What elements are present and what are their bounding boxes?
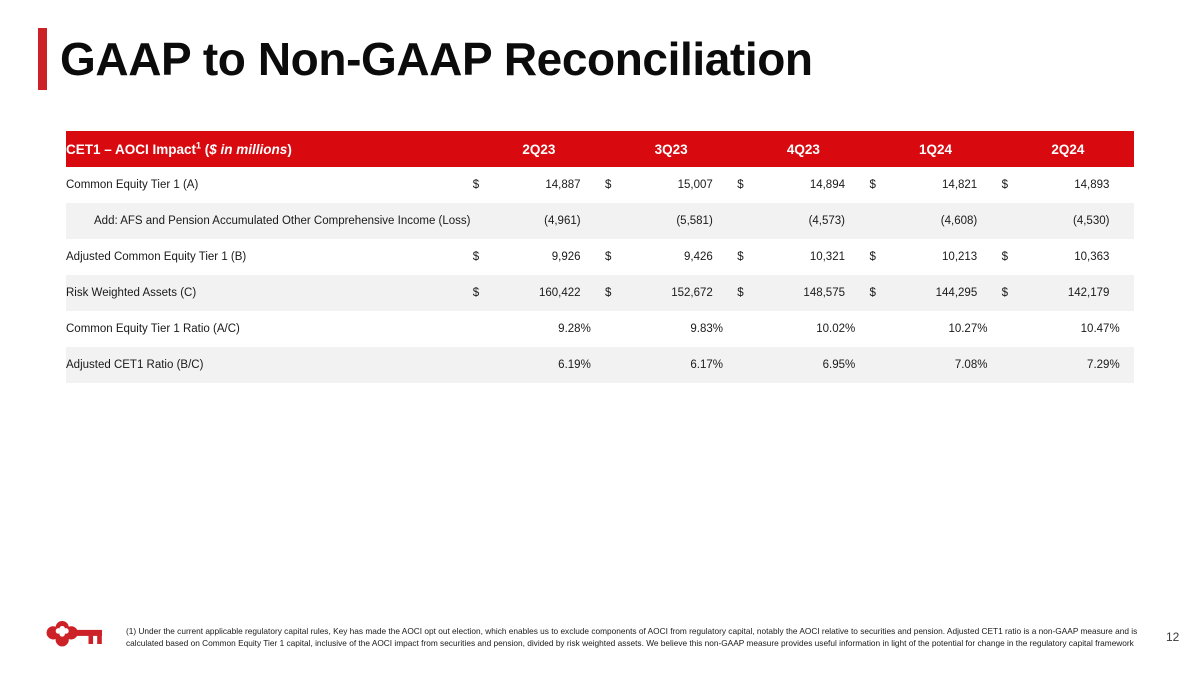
row-currency	[737, 311, 759, 347]
row-suffix	[977, 167, 1001, 203]
header-label-footnote-marker: 1	[196, 140, 202, 150]
row-value: 9.28	[558, 323, 581, 335]
row-value: 10,363	[1074, 251, 1110, 263]
row-currency: $	[869, 179, 876, 191]
row-value: (4,573)	[808, 215, 845, 227]
row-value: 6.95	[822, 359, 845, 371]
footnote-text: (1) Under the current applicable regulatory capital rules, Key has made the AOCI opt out election, which enables us to exclude components of AOCI from regulatory capital, notably the AOCI relative to securities and pension. Adjusted CET1 ratio is a non-GAAP measure and is calculated based on Common Equity Tier 1 capital, inclusive of the AOCI impact from securities and pension, divided by risk weighted assets. We believe this non-GAAP measure provides useful information in light of the potential for change in the regulatory capital framework	[126, 626, 1138, 648]
page-title: GAAP to Non-GAAP Reconciliation	[60, 33, 813, 85]
row-value: 7.08	[954, 359, 978, 371]
row-currency: $	[1001, 287, 1009, 299]
row-label: Adjusted Common Equity Tier 1 (B)	[66, 251, 247, 263]
page-number: 12	[1166, 630, 1180, 644]
row-currency: $	[869, 287, 876, 299]
row-currency	[869, 311, 891, 347]
reconciliation-table-wrap	[66, 131, 1134, 383]
row-currency	[869, 347, 891, 383]
row-value: 9.83	[690, 323, 713, 335]
row-currency: $	[737, 287, 744, 299]
row-value: (4,608)	[940, 215, 978, 227]
row-currency	[1002, 311, 1024, 347]
row-value: 7.29	[1087, 359, 1110, 371]
row-suffix	[581, 239, 605, 275]
row-label: Common Equity Tier 1 (A)	[66, 179, 199, 191]
row-label: Add: AFS and Pension Accumulated Other Comprehensive Income (Loss)	[94, 215, 471, 227]
row-currency: $	[472, 251, 480, 263]
title-accent-bar	[38, 28, 47, 90]
row-suffix	[845, 275, 869, 311]
row-currency: $	[605, 179, 612, 191]
header-label-cell	[66, 131, 473, 167]
row-value: 10,321	[809, 251, 845, 263]
row-suffix	[845, 203, 869, 239]
row-currency: $	[1001, 251, 1009, 263]
row-currency	[473, 203, 495, 239]
row-suffix	[845, 239, 869, 275]
header-paren-close: )	[287, 141, 292, 157]
row-suffix: %	[845, 359, 856, 371]
row-suffix: %	[580, 359, 591, 371]
row-value: 160,422	[538, 287, 581, 299]
column-header-period-1: 3Q23	[654, 141, 688, 157]
row-suffix: %	[977, 359, 988, 371]
header-label-main: CET1 – AOCI Impact	[66, 141, 197, 157]
table-header	[66, 131, 1134, 167]
column-header-period-3: 1Q24	[919, 141, 953, 157]
row-currency: $	[472, 179, 480, 191]
row-value: 142,179	[1067, 287, 1110, 299]
row-currency	[737, 203, 759, 239]
row-suffix	[1109, 203, 1134, 239]
row-suffix	[581, 275, 605, 311]
row-currency: $	[869, 251, 876, 263]
row-suffix: %	[845, 323, 856, 335]
row-value: 10.02	[816, 323, 845, 335]
row-currency	[605, 203, 627, 239]
row-currency: $	[605, 251, 612, 263]
row-value: (4,530)	[1073, 215, 1110, 227]
row-currency	[605, 347, 627, 383]
row-suffix	[1109, 239, 1134, 275]
row-suffix	[713, 275, 737, 311]
column-header-period-2: 4Q23	[786, 141, 820, 157]
row-suffix	[713, 167, 737, 203]
row-label: Adjusted CET1 Ratio (B/C)	[66, 359, 204, 371]
row-value: 10.47	[1080, 323, 1110, 335]
row-currency	[605, 311, 627, 347]
row-suffix	[977, 275, 1001, 311]
row-suffix	[581, 167, 605, 203]
row-currency: $	[605, 287, 612, 299]
row-value: 14,887	[545, 179, 581, 191]
row-currency	[473, 311, 495, 347]
table-row	[66, 203, 1134, 239]
row-suffix	[713, 239, 737, 275]
table-row	[66, 239, 1134, 275]
row-suffix	[977, 203, 1001, 239]
row-suffix: %	[712, 359, 724, 371]
row-label: Common Equity Tier 1 Ratio (A/C)	[66, 323, 240, 335]
row-value: 144,295	[935, 287, 978, 299]
row-value: 148,575	[803, 287, 845, 299]
row-suffix: %	[712, 323, 724, 335]
column-header-period-0: 2Q23	[522, 141, 556, 157]
table-row	[66, 275, 1134, 311]
row-currency	[1002, 347, 1024, 383]
slide-footer	[0, 612, 1200, 675]
row-label: Risk Weighted Assets (C)	[66, 287, 197, 299]
row-suffix: %	[1109, 359, 1120, 371]
row-suffix: %	[977, 323, 988, 335]
row-value: 14,894	[809, 179, 845, 191]
reconciliation-table	[66, 131, 1134, 383]
row-value: 10.27	[948, 323, 978, 335]
row-value: 9,426	[684, 251, 713, 263]
row-suffix: %	[580, 323, 591, 335]
row-currency	[473, 347, 495, 383]
row-value: 6.19	[558, 359, 581, 371]
row-currency: $	[737, 179, 744, 191]
row-suffix: %	[1109, 323, 1120, 335]
row-value: (4,961)	[544, 215, 581, 227]
row-value: 9,926	[551, 251, 581, 263]
row-suffix	[581, 203, 605, 239]
table-row	[66, 311, 1134, 347]
column-header-period-4: 2Q24	[1051, 141, 1085, 157]
row-value: 15,007	[677, 179, 713, 191]
table-row	[66, 167, 1134, 203]
row-currency	[869, 203, 891, 239]
row-suffix	[977, 239, 1001, 275]
row-suffix	[1109, 167, 1134, 203]
header-paren-open: (	[201, 141, 210, 157]
row-value: 14,821	[942, 179, 978, 191]
key-logo	[46, 620, 112, 654]
table-header-row	[66, 131, 1134, 167]
row-value: 14,893	[1074, 179, 1110, 191]
row-currency: $	[1001, 179, 1009, 191]
table-row	[66, 347, 1134, 383]
header-units: $ in millions	[209, 141, 288, 157]
page-title-block	[38, 28, 813, 90]
row-suffix	[845, 167, 869, 203]
row-currency: $	[472, 287, 480, 299]
row-value: (5,581)	[676, 215, 713, 227]
row-value: 152,672	[671, 287, 713, 299]
table-body	[66, 167, 1134, 383]
row-currency: $	[737, 251, 744, 263]
row-value: 6.17	[690, 359, 713, 371]
row-suffix	[1109, 275, 1134, 311]
row-value: 10,213	[942, 251, 978, 263]
row-currency	[737, 347, 759, 383]
row-suffix	[713, 203, 737, 239]
row-currency	[1002, 203, 1024, 239]
